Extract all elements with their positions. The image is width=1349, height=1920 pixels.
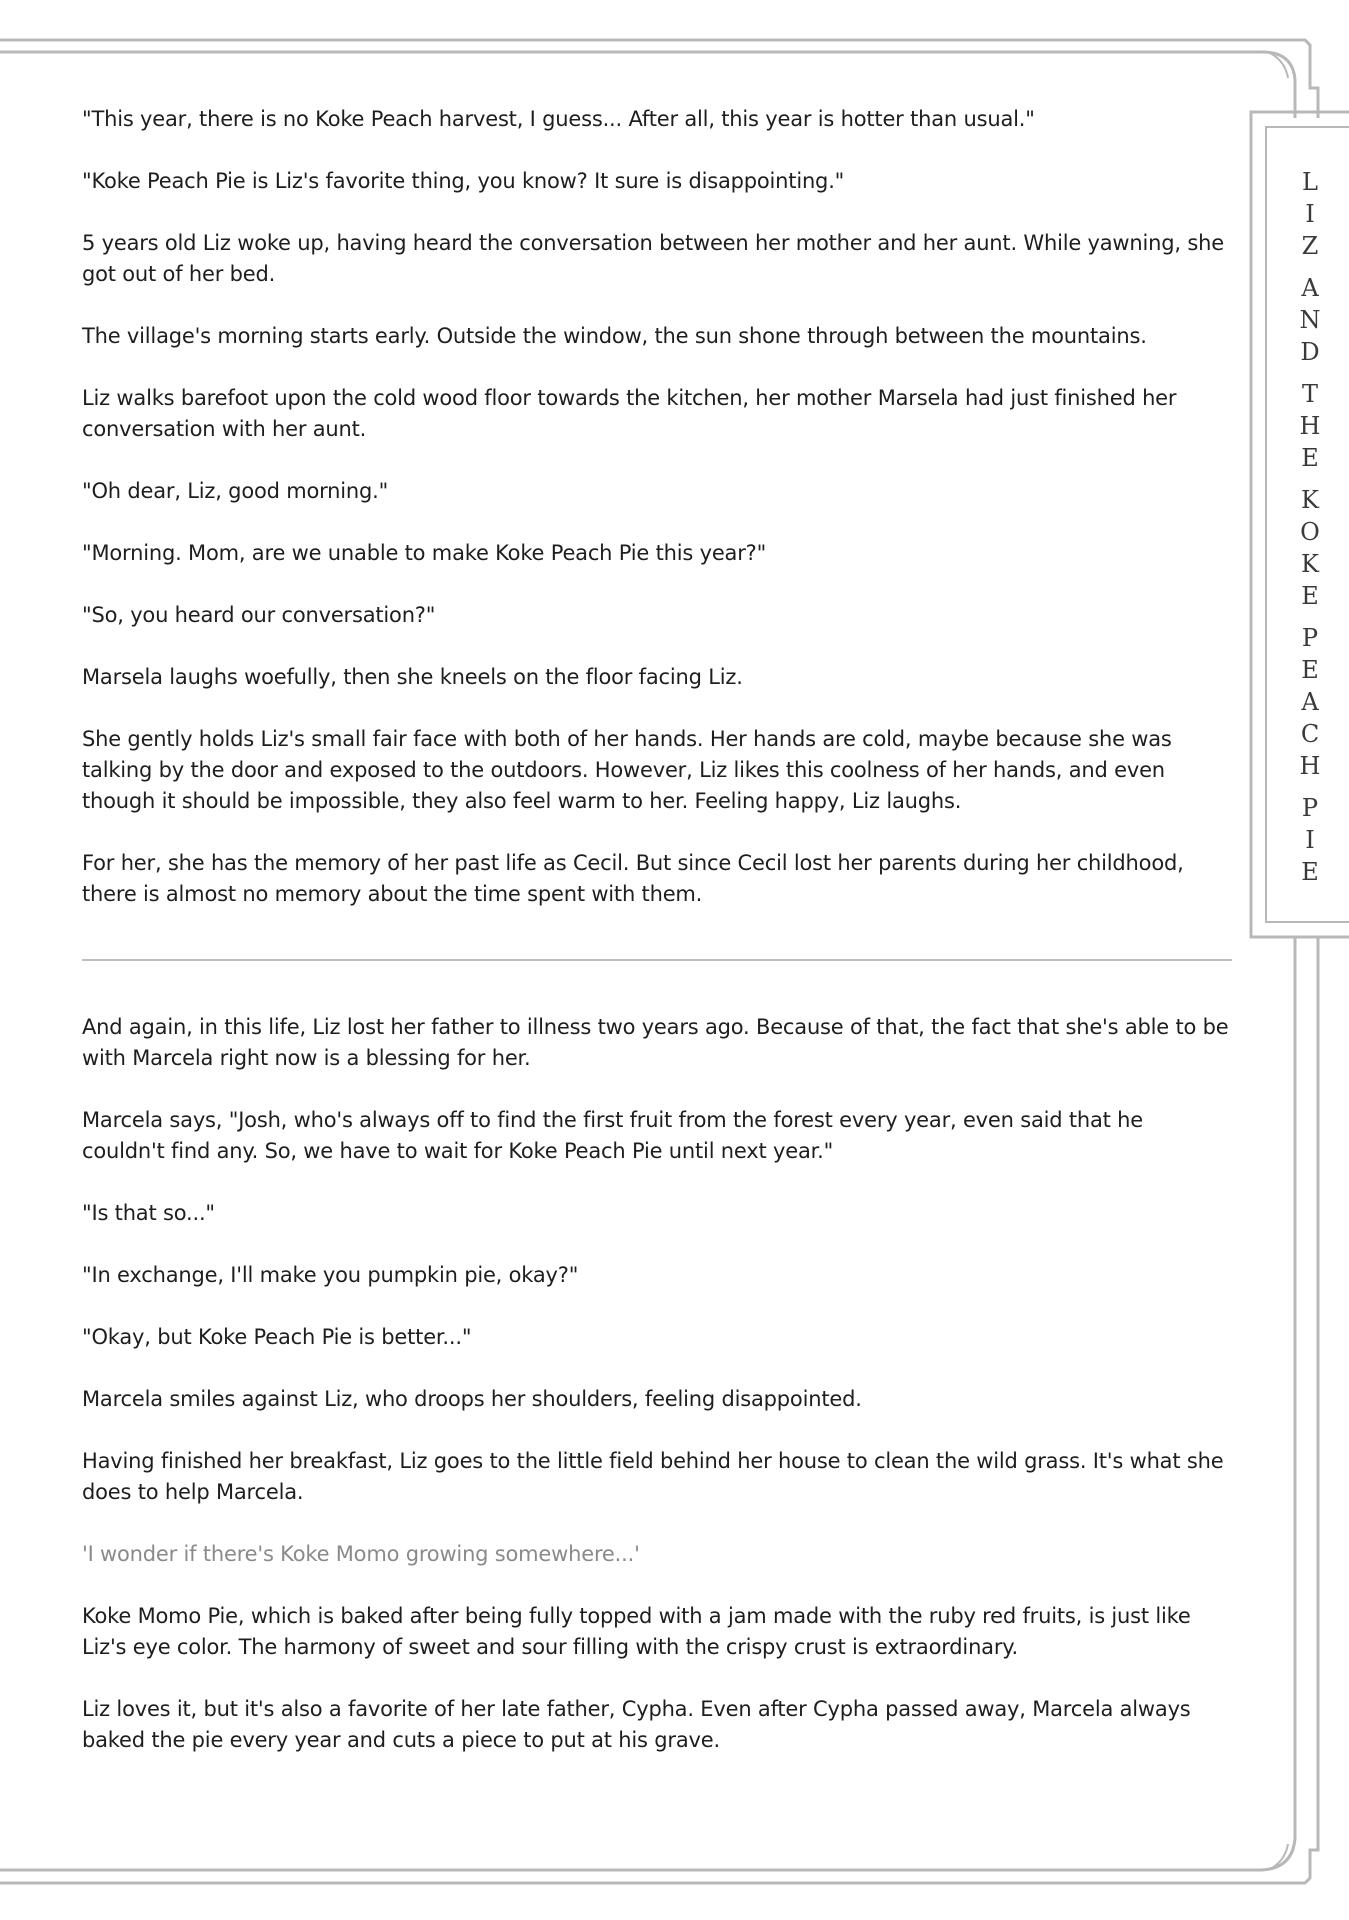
story-paragraph: "Morning. Mom, are we unable to make Koke Peach Pie this year?" (82, 541, 767, 565)
side-title-letter: H (1299, 412, 1321, 440)
section-divider (82, 959, 1232, 961)
story-paragraph: 5 years old Liz woke up, having heard the conversation between her mother and her aunt. While yawning, she got out of her bed. (82, 231, 1224, 286)
side-title-word (1302, 166, 1319, 262)
story-paragraph: Liz loves it, but it's also a favorite of her late father, Cypha. Even after Cypha passed away, Marcela always baked the pie every year and cuts a piece to put at his grave. (82, 1697, 1191, 1752)
story-section-bottom (82, 1012, 1232, 1787)
side-title-letter: E (1301, 656, 1319, 684)
story-section-top (82, 104, 1232, 941)
side-title-letter: H (1299, 752, 1321, 780)
side-title-letter: O (1300, 518, 1320, 546)
story-paragraph: Marsela laughs woefully, then she kneels on the floor facing Liz. (82, 665, 743, 689)
story-paragraph: "This year, there is no Koke Peach harvest, I guess... After all, this year is hotter than usual." (82, 107, 1035, 131)
side-title-letter: P (1301, 794, 1319, 822)
story-paragraph: For her, she has the memory of her past life as Cecil. But since Cecil lost her parents during her childhood, there is almost no memory about the time spent with them. (82, 851, 1184, 906)
side-title-letter: N (1299, 306, 1321, 334)
story-paragraph: The village's morning starts early. Outside the window, the sun shone through between the mountains. (82, 324, 1147, 348)
story-paragraph: "Okay, but Koke Peach Pie is better..." (82, 1325, 472, 1349)
story-paragraph: "Koke Peach Pie is Liz's favorite thing, you know? It sure is disappointing." (82, 169, 845, 193)
side-title-letter: D (1300, 338, 1320, 366)
side-title-letter: E (1301, 444, 1319, 472)
side-title-word (1301, 792, 1319, 888)
side-title-letter: A (1301, 688, 1319, 716)
story-paragraph: And again, in this life, Liz lost her father to illness two years ago. Because of that, the fact that she's able to be with Marcela right now is a blessing for her. (82, 1015, 1229, 1070)
side-title-letter: K (1301, 486, 1319, 514)
side-title-letter: A (1301, 274, 1319, 302)
story-paragraph: "In exchange, I'll make you pumpkin pie, okay?" (82, 1263, 579, 1287)
story-paragraph: "Is that so..." (82, 1201, 215, 1225)
side-title-word (1300, 484, 1320, 612)
story-paragraph: Liz walks barefoot upon the cold wood floor towards the kitchen, her mother Marsela had just finished her conversation with her aunt. (82, 386, 1177, 441)
side-title-letter: E (1301, 582, 1319, 610)
story-paragraph: Marcela says, "Josh, who's always off to find the first fruit from the forest every year, even said that he couldn't find any. So, we have to wait for Koke Peach Pie until next year." (82, 1108, 1144, 1163)
side-title-word (1300, 272, 1321, 368)
side-title-letter: K (1301, 550, 1319, 578)
story-paragraph: Marcela smiles against Liz, who droops her shoulders, feeling disappointed. (82, 1387, 862, 1411)
story-paragraph: Koke Momo Pie, which is baked after being fully topped with a jam made with the ruby red fruits, is just like Liz's eye color. The harmony of sweet and sour filling with the crispy crust is extraordinary. (82, 1604, 1191, 1659)
story-paragraph: She gently holds Liz's small fair face with both of her hands. Her hands are cold, maybe because she was talking by the door and exposed to the outdoors. However, Liz likes this coolness of her hands, and even though it should be impossible, they also feel warm to her. Feeling happy, Liz laughs. (82, 727, 1172, 813)
side-title-word (1300, 378, 1321, 474)
side-title-letter: P (1301, 624, 1319, 652)
side-title (1291, 166, 1329, 898)
side-title-letter: C (1300, 720, 1320, 748)
side-title-letter: I (1305, 200, 1315, 228)
story-paragraph: "Oh dear, Liz, good morning." (82, 479, 389, 503)
side-title-letter: I (1305, 826, 1315, 854)
side-title-word (1300, 622, 1321, 782)
story-paragraph: Having finished her breakfast, Liz goes to the little field behind her house to clean the wild grass. It's what she does to help Marcela. (82, 1449, 1224, 1504)
side-title-letter: T (1301, 380, 1318, 408)
story-paragraph: "So, you heard our conversation?" (82, 603, 436, 627)
side-title-letter: Z (1301, 232, 1319, 260)
side-title-letter: E (1301, 858, 1319, 886)
inner-thought-paragraph: 'I wonder if there's Koke Momo growing somewhere...' (82, 1542, 640, 1566)
side-title-letter: L (1302, 168, 1318, 196)
